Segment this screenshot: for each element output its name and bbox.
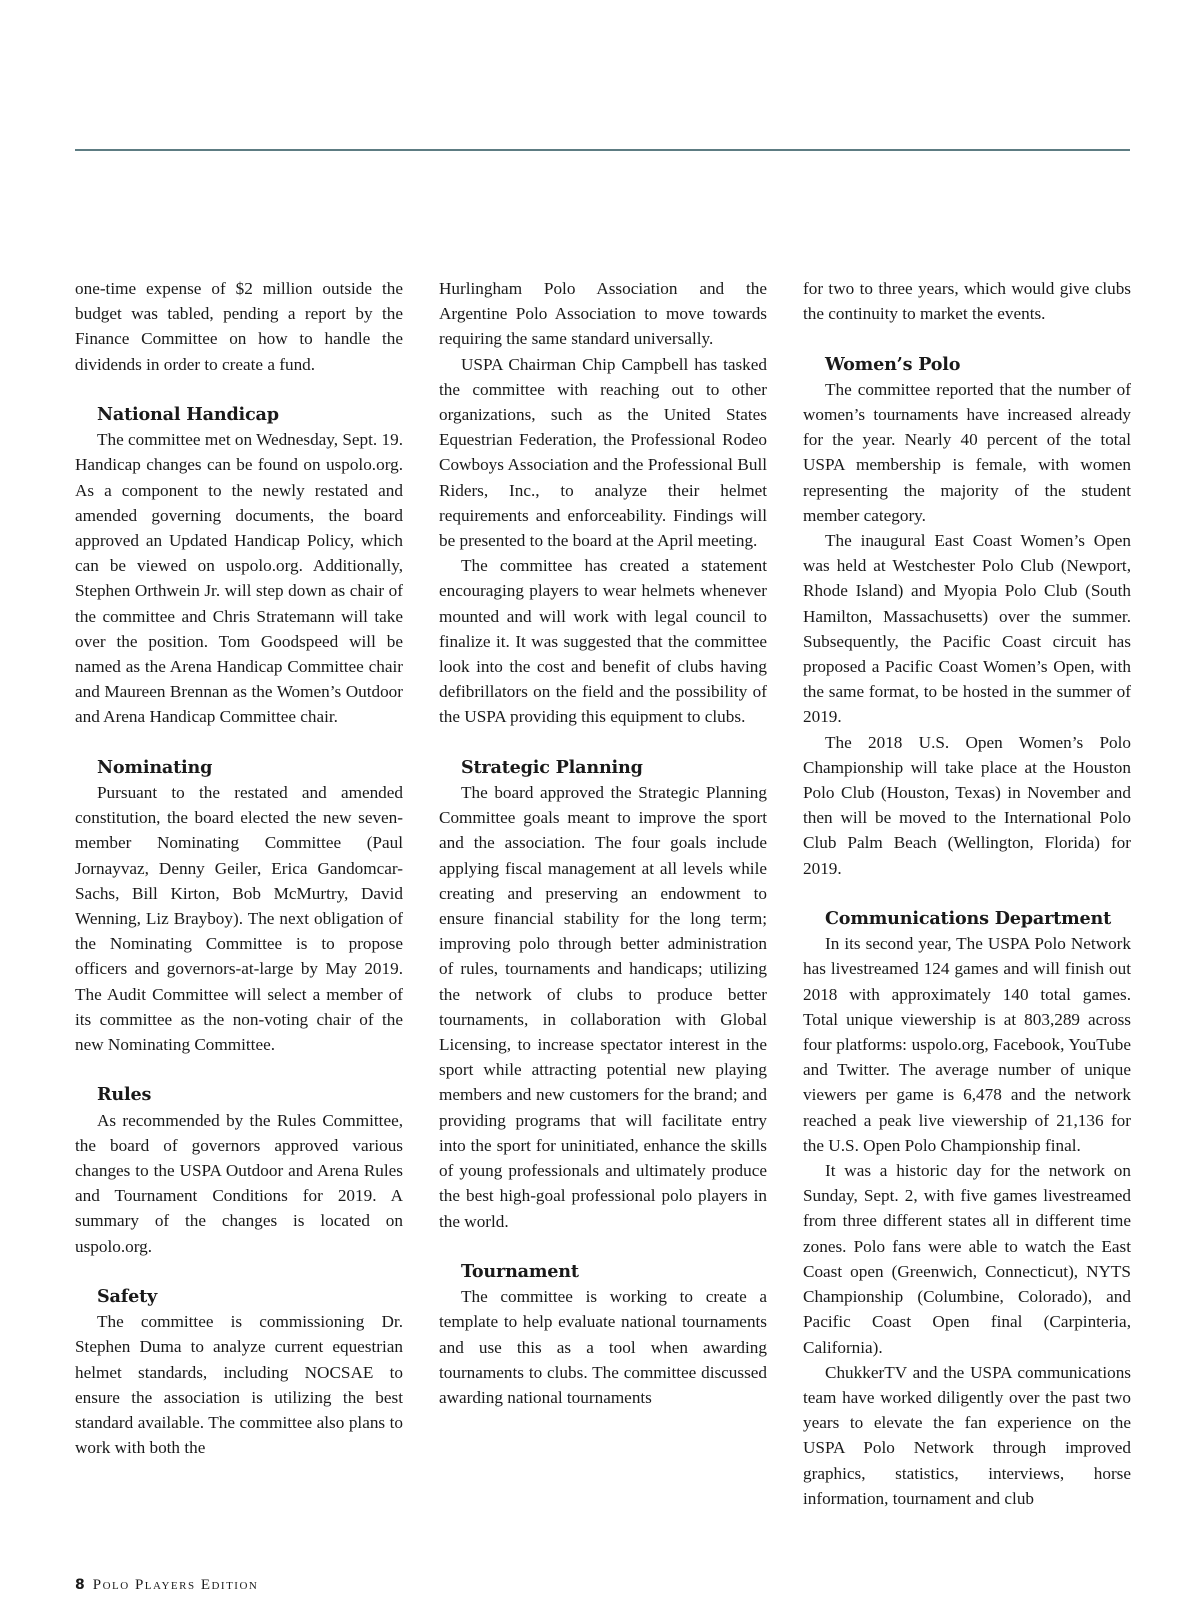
body-paragraph: It was a historic day for the network on Sunday, Sept. 2, with five games livestreamed from three different states all in different time zones. Polo fans were able to watch the East Coast open (Greenwich, Connecticut), NYTS Championship (Columbine, Colorado), and Pacific Coast Open final (Carpinteria, California). bbox=[803, 1161, 1131, 1357]
section-heading: Tournament bbox=[461, 1260, 579, 1282]
header-rule bbox=[75, 149, 1130, 151]
article-column-1 bbox=[75, 276, 403, 1460]
body-paragraph: The committee is commissioning Dr. Stephen Duma to analyze current equestrian helmet standards, including NOCSAE to ensure the association is utilizing the best standard available. The committee also plans to work with both the bbox=[75, 1312, 403, 1458]
body-paragraph: The committee reported that the number of women’s tournaments have increased already for the year. Nearly 40 percent of the total USPA membership is female, with women representing the majority of the student member category. bbox=[803, 379, 1131, 525]
section-heading: Rules bbox=[97, 1084, 152, 1106]
publication-name: Polo Players Edition bbox=[92, 1577, 259, 1593]
section-heading: Safety bbox=[97, 1286, 158, 1308]
body-paragraph: one-time expense of $2 million outside the budget was tabled, pending a report by the Finance Committee on how to handle the dividends in order to create a fund. bbox=[75, 279, 403, 374]
section-heading: Strategic Planning bbox=[461, 756, 643, 778]
body-paragraph: for two to three years, which would give clubs the continuity to market the events. bbox=[803, 279, 1131, 324]
body-paragraph: Hurlingham Polo Association and the Argentine Polo Association to move towards requiring the same standard universally. bbox=[439, 279, 767, 349]
body-paragraph: ChukkerTV and the USPA communications team have worked diligently over the past two years to elevate the fan experience on the USPA Polo Network through improved graphics, statistics, interviews, horse information, tournament and club bbox=[803, 1362, 1131, 1508]
body-paragraph: The 2018 U.S. Open Women’s Polo Championship will take place at the Houston Polo Club (Houston, Texas) in November and then will be moved to the International Polo Club Palm Beach (Wellington, Florida) for 2019. bbox=[803, 732, 1131, 878]
body-paragraph: The committee met on Wednesday, Sept. 19. Handicap changes can be found on uspolo.org. As a component to the newly restated and amended governing documents, the board approved an Updated Handicap Policy, which can be viewed on uspolo.org. Additionally, Stephen Orthwein Jr. will step down as chair of the committee and Chris Stratemann will take over the position. Tom Goodspeed will be named as the Arena Handicap Committee chair and Maureen Brennan as the Women’s Outdoor and Arena Handicap Committee chair. bbox=[75, 430, 404, 727]
section-heading: Women’s Polo bbox=[825, 353, 961, 375]
body-paragraph: The inaugural East Coast Women’s Open was held at Westchester Polo Club (Newport, Rhode Island) and Myopia Polo Club (South Hamilton, Massachusetts) over the summer. Subsequently, the Pacific Coast circuit has proposed a Pacific Coast Women’s Open, with the same format, to be hosted in the summer of 2019. bbox=[803, 531, 1131, 727]
page-number: 8 bbox=[75, 1577, 85, 1593]
section-heading: National Handicap bbox=[97, 404, 279, 425]
body-paragraph: The committee is working to create a template to help evaluate national tournaments and use this as a tool when awarding tournaments to clubs. The committee discussed awarding national tournaments bbox=[439, 1287, 767, 1407]
body-paragraph: Pursuant to the restated and amended constitution, the board elected the new seven-member Nominating Committee (Paul Jornayvaz, Denny Geiler, Erica Gandomcar-Sachs, Bill Kirton, Bob McMurtry, David Wenning, Liz Brayboy). The next obligation of the Nominating Committee is to propose officers and governors-at-large by May 2019. The Audit Committee will select a member of its committee as the non-voting chair of the new Nominating Committee. bbox=[75, 783, 403, 1055]
article-column-3 bbox=[803, 276, 1131, 1511]
body-paragraph: The board approved the Strategic Planning Committee goals meant to improve the sport and the association. The four goals include applying fiscal management at all levels while creating and preserving an endowment to ensure financial stability for the long term; improving polo through better administration of rules, tournaments and handicaps; utilizing the network of clubs to produce better tournaments, in collaboration with Global Licensing, to increase spectator interest in the sport while attracting potential new playing members and new customers for the brand; and providing programs that will facilitate entry into the sport for uninitiated, enhance the skills of young professionals and ultimately produce the best high-goal professional polo players in the world. bbox=[439, 783, 767, 1231]
body-paragraph: In its second year, The USPA Polo Network has livestreamed 124 games and will finish out 2018 with approximately 140 total games. Total unique viewership is at 803,289 across four platforms: uspolo.org, Facebook, YouTube and Twitter. The average number of unique viewers per game is 6,478 and the network reached a peak live viewership of 21,136 for the U.S. Open Polo Championship final. bbox=[803, 934, 1131, 1155]
page-footer bbox=[75, 1576, 258, 1595]
body-paragraph: The committee has created a statement encouraging players to wear helmets whenever mounted and will work with legal council to finalize it. It was suggested that the committee look into the cost and benefit of clubs having defibrillators on the field and the possibility of the USPA providing this equipment to clubs. bbox=[439, 556, 767, 727]
body-paragraph: As recommended by the Rules Committee, the board of governors approved various changes to the USPA Outdoor and Arena Rules and Tournament Conditions for 2019. A summary of the changes is located on uspolo.org. bbox=[75, 1110, 403, 1256]
article-column-2 bbox=[439, 276, 767, 1410]
section-heading: Communications Department bbox=[825, 908, 1111, 930]
section-heading: Nominating bbox=[97, 756, 213, 778]
body-paragraph: USPA Chairman Chip Campbell has tasked the committee with reaching out to other organizations, such as the United States Equestrian Federation, the Professional Rodeo Cowboys Association and the Professional Bull Riders, Inc., to analyze their helmet requirements and enforceability. Findings will be presented to the board at the April meeting. bbox=[439, 354, 767, 551]
